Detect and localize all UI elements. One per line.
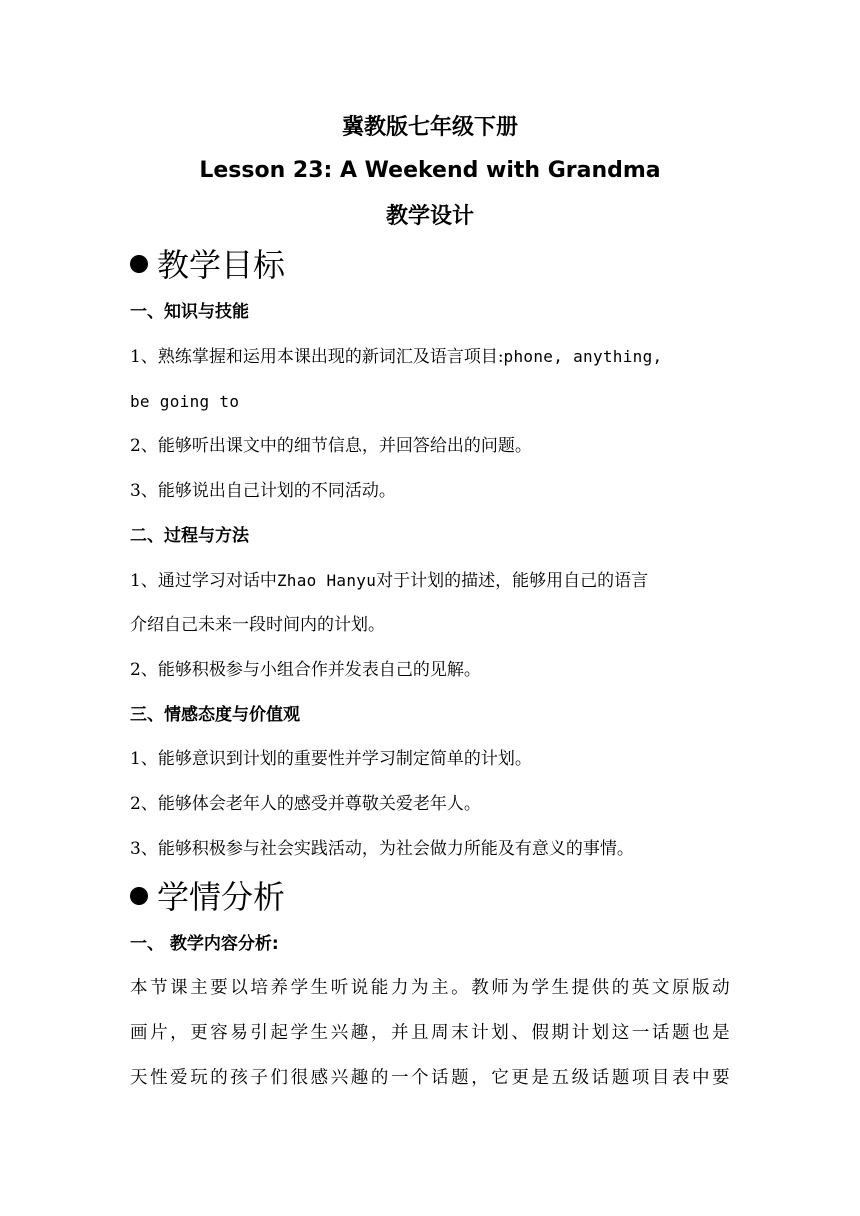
list-item: 3、能够说出自己计划的不同活动。 — [130, 481, 396, 501]
list-item-text: 1、熟练掌握和运用本课出现的新词汇及语言项目: — [130, 347, 504, 367]
section-heading-goals — [130, 240, 730, 290]
document-title-textbook: 冀教版七年级下册 — [341, 115, 518, 140]
bullet-icon — [130, 255, 148, 273]
section-heading-analysis — [130, 872, 730, 922]
list-item-text: 对于计划的描述，能够用自己的语言 — [376, 571, 649, 591]
list-item: 2、能够体会老年人的感受并尊敬关爱老年人。 — [130, 794, 481, 814]
document-title-lesson: Lesson 23: A Weekend with Grandma — [199, 158, 661, 183]
subheading-knowledge: 一、知识与技能 — [130, 302, 249, 322]
subheading-content-analysis: 一、 教学内容分析: — [130, 934, 279, 954]
paragraph-line: 本节课主要以培养学生听说能力为主。教师为学生提供的英文原版动 — [130, 978, 730, 998]
document-page — [130, 108, 730, 1101]
subheading-process: 二、过程与方法 — [130, 526, 249, 546]
list-item-text: 1、通过学习对话中 — [130, 571, 277, 591]
paragraph-line: 天性爱玩的孩子们很感兴趣的一个话题，它更是五级话题项目表中要 — [130, 1068, 730, 1088]
list-item — [130, 558, 730, 603]
list-item-continuation: 介绍自己未来一段时间内的计划。 — [130, 615, 385, 635]
list-item-words: phone, anything, — [503, 347, 663, 366]
section-heading-analysis-text: 学情分析 — [157, 878, 286, 916]
list-item-continuation: be going to — [130, 392, 240, 411]
bullet-icon — [130, 887, 148, 905]
document-title-design: 教学设计 — [385, 204, 474, 229]
subheading-values: 三、情感态度与价值观 — [130, 705, 300, 725]
list-item: 2、能够听出课文中的细节信息，并回答给出的问题。 — [130, 436, 532, 456]
list-item: 1、能够意识到计划的重要性并学习制定简单的计划。 — [130, 749, 532, 769]
paragraph-line: 画片，更容易引起学生兴趣，并且周末计划、假期计划这一话题也是 — [130, 1023, 730, 1043]
list-item: 3、能够积极参与社会实践活动，为社会做力所能及有意义的事情。 — [130, 839, 634, 859]
list-item-name: Zhao Hanyu — [276, 571, 377, 590]
list-item: 2、能够积极参与小组合作并发表自己的见解。 — [130, 660, 481, 680]
section-heading-goals-text: 教学目标 — [157, 246, 286, 284]
list-item — [130, 334, 730, 379]
